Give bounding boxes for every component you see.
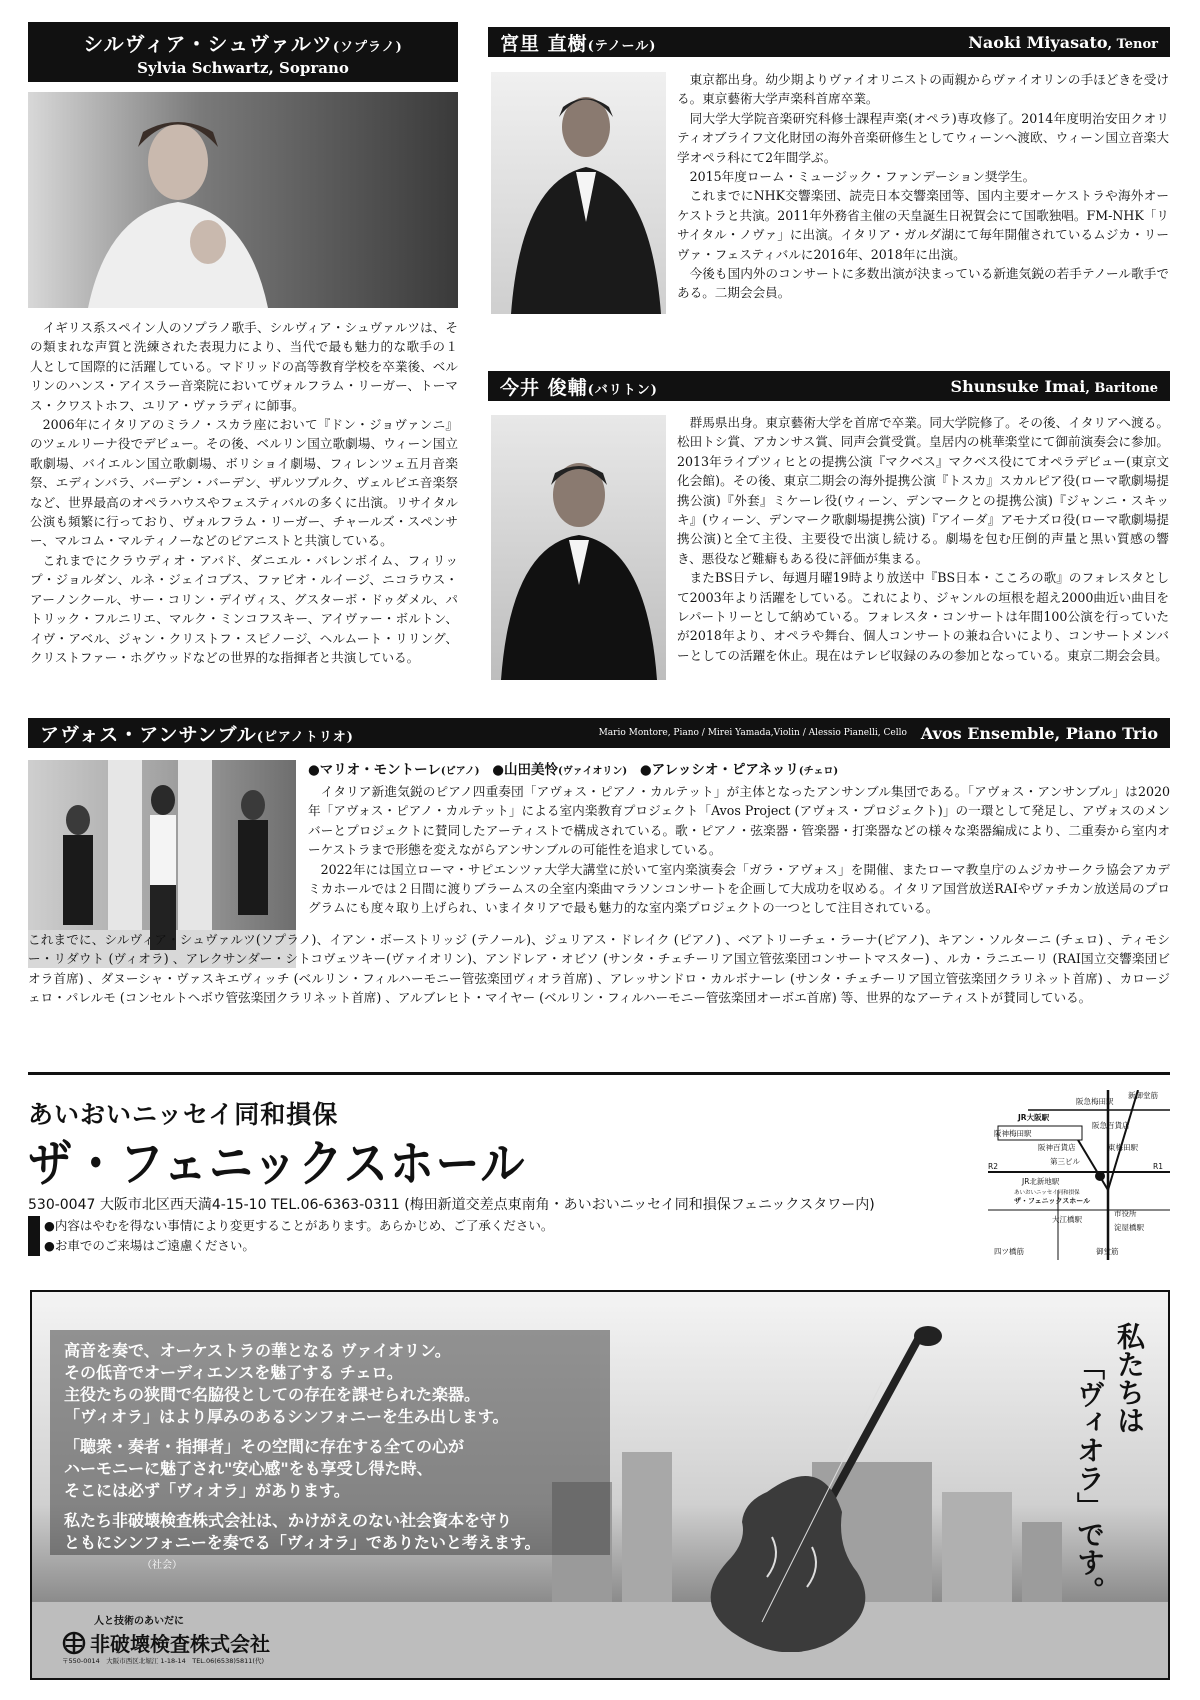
ad-copy-line: 主役たちの狭間で名脇役としての存在を課せられた楽器。: [64, 1385, 481, 1404]
ad-ruby: （社会）: [142, 1560, 182, 1571]
tenor-bio-paragraph: これまでにNHK交響楽団、読売日本交響楽団等、国内主要オーケストラや海外オーケストラと共演。2011年外務省主催の天皇誕生日祝賀会にて国歌独唱。FM-NHK「リサイタル・ノヴァ」に出演。イタリア・ガルダ湖にて毎年開催されているムジカ・リーヴァ・フェスティバルに2016年、2018年に出演。: [677, 188, 1169, 262]
ensemble-bio-paragraph: これまでに、シルヴィア・シュヴァルツ(ソプラノ)、イアン・ボーストリッジ (テノール)、ジュリアス・ドレイク (ピアノ) 、ベアトリーチェ・ラーナ(ピアノ)、キアン・ソルターニ (チェロ) 、ティモシー・リダウト (ヴィオラ) 、アレクサンダー・シトコヴェツキー(ヴァイオリン)、アンドレア・オビソ (サンタ・チェチーリア国立管弦楽団コンサートマスター) 、ルカ・ラニエーリ (RAI国立交響楽団ビオラ首席) 、ダヌーシャ・ヴァスキエヴィッチ (ベルリン・フィルハーモニー管弦楽団ヴィオラ首席) 、アレッサンドロ・カルボナーレ (サンタ・チェチーリア国立管弦楽団クラリネット首席) 、カロージェロ・パレルモ (コンセルトヘボウ管弦楽団クラリネット首席) 、アルブレヒト・マイヤー (ベルリン・フィルハーモニー管弦楽団オーボエ首席) 等、世界的なアーティストが賛同している。: [28, 932, 1170, 1006]
venue-notes: [28, 1216, 553, 1256]
baritone-header: [488, 371, 1170, 401]
ensemble-members-en: Mario Montore, Piano / Mirei Yamada,Violin / Alessio Pianelli, Cello: [598, 728, 907, 738]
ensemble-bio-paragraph: イタリア新進気鋭のピアノ四重奏団「アヴォス・ピアノ・カルテット」が主体となったアンサンブル集団である。「アヴォス・アンサンブル」は2020年「アヴォス・ピアノ・カルテット」による室内楽教育プロジェクト「Avos Project (アヴォス・プロジェクト)」の一環として発足し、アヴォスのメンバーとプロジェクトに賛同したアーティストで構成されている。歌・ピアノ・弦楽器・管楽器・打楽器などの様々な楽器編成により、二重奏から室内オーケストラまで形態を変えながらアンサンブルの可能性を追求している。: [308, 784, 1170, 858]
ad-copy-line: ハーモニーに魅了され"安心感"をも享受し得た時、: [64, 1459, 433, 1478]
soprano-bio: [30, 318, 458, 667]
ensemble-header: [28, 718, 1170, 748]
ensemble-bio-paragraph: 2022年には国立ローマ・サピエンツァ大学大講堂に於いて室内楽演奏会「ガラ・アヴォス」を開催、またローマ教皇庁のムジカサークラ協会アカデミカホールでは２日間に渡りブラームスの全室内楽曲マラソンコンサートを企画して大成功を収める。イタリア国営放送RAIやヴァチカン放送局のプログラムにも度々取り上げられ、いまイタリアで最も魅力的な室内楽プロジェクトの一つとして注目されている。: [308, 861, 1170, 916]
map-label: 新御堂筋: [1128, 1091, 1158, 1100]
venue-address: 530-0047 大阪市北区西天満4-15-10 TEL.06-6363-0311 (梅田新道交差点東南角・あいおいニッセイ同和損保フェニックスタワー内): [28, 1197, 875, 1213]
map-label: 東梅田駅: [1108, 1143, 1138, 1152]
tenor-role-en: , Tenor: [1107, 36, 1158, 52]
soprano-photo: [28, 92, 458, 308]
soprano-header: [28, 22, 458, 82]
venue-note: ●内容はやむを得ない事情により変更することがあります。あらかじめ、ご了承ください。: [44, 1218, 554, 1233]
ad-company-name: 非破壊検査株式会社: [90, 1632, 270, 1656]
map-label: 御堂筋: [1096, 1247, 1119, 1256]
tenor-bio: [677, 70, 1169, 303]
soprano-bio-paragraph: イギリス系スペイン人のソプラノ歌手、シルヴィア・シュヴァルツは、その類まれな声質と洗練された表現力により、当代で最も魅力的な歌手の１人として国際的に活躍している。マドリッドの高等教育学校を卒業後、ベルリンのハンス・アイスラー音楽院においてヴォルフラム・リーガー、トーマス・クワストホフ、ユリア・ヴァラディに師事。: [30, 320, 458, 413]
tenor-bio-paragraph: 同大学大学院音楽研究科修士課程声楽(オペラ)専攻修了。2014年度明治安田クオリティオブライフ文化財団の海外音楽研修生としてウィーンへ渡欧、ウィーン国立音楽大学オペラ科にて2年間学ぶ。: [677, 110, 1169, 165]
ad-copy-line: 私たち非破壊検査株式会社は、かけがえのない社会資本を守り: [64, 1511, 513, 1530]
baritone-photo: [491, 415, 666, 680]
soprano-bio-paragraph: 2006年にイタリアのミラノ・スカラ座において『ドン・ジョヴァンニ』のツェルリーナ役でデビュー。その後、ベルリン国立歌劇場、ウィーン国立歌劇場、バイエルン国立歌劇場、ボリショイ劇場、フィレンツェ五月音楽祭、エディンバラ、バーデン・バーデン、ザルツブルク、ヴェルビエ音楽祭など、世界最高のオペラハウスやフェスティバルの多くに出演。リサイタル公演も頻繁に行っており、ヴォルフラム・リーガー、チャールズ・スペンサー、マルコム・マルティノーなどのピアニストと共演している。: [30, 417, 458, 549]
ensemble-member: ●山田美怜(ヴァイオリン): [492, 762, 628, 778]
map-label: 淀屋橋駅: [1114, 1223, 1144, 1232]
map-label: 阪神梅田駅: [994, 1129, 1032, 1138]
baritone-bio-paragraph: またBS日テレ、毎週月曜19時より放送中『BS日本・こころの歌』のフォレスタとして2003年より活躍をしている。これにより、ジャンルの垣根を超え2000曲近い曲目をレパートリーとして納めている。フォレスタ・コンサートは年間100公演を行っていたが2018年より、オペラや舞台、個人コンサートの兼ね合いにより、コンサートメンバーとしての活躍を休止。現在はテレビ収録のみの参加となっている。東京二期会会員。: [677, 570, 1169, 663]
soprano-name-en: Sylvia Schwartz, Soprano: [137, 58, 349, 77]
map-label: 阪急百貨店: [1092, 1121, 1130, 1130]
company-logo-icon: [62, 1631, 86, 1655]
ensemble-member-list: [308, 760, 1168, 782]
tenor-bio-paragraph: 今後も国内外のコンサートに多数出演が決まっている新進気鋭の若手テノール歌手である。二期会会員。: [677, 266, 1169, 301]
ad-company-logo-row: [62, 1628, 270, 1657]
tenor-portrait-figure: [491, 72, 666, 314]
ensemble-member: ●マリオ・モントーレ(ピアノ): [308, 762, 480, 778]
venue-subtitle: あいおいニッセイ同和損保: [28, 1100, 339, 1129]
ensemble-name-jp: アヴォス・アンサンブル: [40, 723, 257, 746]
ad-copy-line: 「ヴィオラ」はより厚みのあるシンフォニーを生み出します。: [64, 1407, 509, 1426]
baritone-role-en: , Baritone: [1085, 380, 1158, 396]
baritone-role-jp: (バリトン): [587, 382, 658, 398]
map-label: R2: [988, 1162, 998, 1171]
venue-note: ●お車でのご来場はご遠慮ください。: [44, 1238, 255, 1253]
ad-company-address: 〒550-0014 大阪市西区北堀江 1-18-14 TEL.06(6538)5811(代): [62, 1657, 264, 1665]
tenor-bio-paragraph: 2015年度ローム・ミュージック・ファンデーション奨学生。: [689, 169, 1036, 185]
ad-copy-line: ともにシンフォニーを奏でる「ヴィオラ」でありたいと考えます。: [64, 1533, 541, 1552]
baritone-portrait-figure: [491, 415, 666, 680]
map-label: 市役所: [1114, 1209, 1137, 1218]
tenor-photo: [491, 72, 666, 314]
ad-company-tagline: 人と技術のあいだに: [94, 1616, 184, 1627]
ad-copy-panel: [50, 1330, 610, 1555]
soprano-portrait-figure: [28, 92, 458, 308]
map-label: JR大阪駅: [1018, 1113, 1050, 1122]
map-label: 阪神百貨店: [1038, 1143, 1076, 1152]
ensemble-bio: [308, 782, 1170, 918]
map-label: あいおいニッセイ同和損保: [1014, 1190, 1080, 1196]
tenor-name-jp: 宮里 直樹: [500, 32, 588, 55]
ad-copy-line: そこには必ず「ヴィオラ」があります。: [64, 1481, 350, 1500]
ad-slogan-line: 「ヴィオラ」です。: [1073, 1352, 1106, 1604]
baritone-name-jp: 今井 俊輔: [500, 376, 588, 399]
ensemble-bio-wrap: [28, 930, 1170, 1008]
tenor-header: [488, 27, 1170, 57]
ensemble-role-jp: (ピアノトリオ): [256, 729, 354, 745]
ad-copy-line: 高音を奏で、オーケストラの華となる ヴァイオリン。: [64, 1341, 451, 1360]
baritone-name-en: Shunsuke Imai: [950, 376, 1086, 396]
ad-copy-line: 「聴衆・奏者・指揮者」その空間に存在する全ての心が: [64, 1437, 465, 1456]
map-label: 大江橋駅: [1052, 1215, 1082, 1224]
ensemble-member: ●アレッシオ・ピアネッリ(チェロ): [639, 762, 839, 778]
baritone-bio-paragraph: 群馬県出身。東京藝術大学を首席で卒業。同大学院修了。その後、イタリアへ渡る。松田トシ賞、アカンサス賞、同声会賞受賞。皇居内の桃華楽堂にて御前演奏会に参加。2013年ライプツィヒとの提携公演『マクベス』マクベス役にてオペラデビュー(東京文化会館)。その後、東京二期会の海外提携公演『トスカ』スカルピア役(ローマ歌劇場提携公演)『外套』ミケーレ役(ウィーン、デンマークとの提携公演)『ジャンニ・スキッキ』(ウィーン、デンマーク歌劇場提携公演)『アイーダ』アモナズロ役(ローマ歌劇場提携公演)と全て主役、主要役で出演し続ける。劇場を包む圧倒的声量と黒い質感の響き、悪役など難癖もある役に評価が集まる。: [677, 415, 1169, 566]
viola-icon: [672, 1322, 972, 1652]
map-label: ザ・フェニックスホール: [1014, 1197, 1091, 1205]
map-label: R1: [1153, 1162, 1163, 1171]
venue-access-map: [988, 1090, 1170, 1260]
soprano-role-jp: (ソプラノ): [332, 39, 403, 55]
map-roads: [988, 1090, 1170, 1260]
venue-title: ザ・フェニックスホール: [28, 1135, 527, 1193]
venue-divider: [28, 1072, 1170, 1075]
ad-copy-line: その低音でオーディエンスを魅了する チェロ。: [64, 1363, 403, 1382]
baritone-bio: [677, 413, 1169, 665]
sponsor-ad: [30, 1290, 1170, 1680]
tenor-bio-paragraph: 東京都出身。幼少期よりヴァイオリニストの両親からヴァイオリンの手ほどきを受ける。東京藝術大学声楽科首席卒業。: [677, 72, 1169, 107]
map-label: 四ツ橋筋: [994, 1247, 1024, 1256]
map-label: 阪急梅田駅: [1076, 1097, 1114, 1106]
soprano-bio-paragraph: これまでにクラウディオ・アバド、ダニエル・バレンボイム、フィリップ・ジョルダン、ルネ・ジェイコブス、ファビオ・ルイージ、ニコラウス・アーノンクール、サー・コリン・デイヴィス、グスターボ・ドゥダメル、パトリック・フルニリエ、マルク・ミンコフスキー、アイヴァー・ボルトン、イヴ・アベル、ジャン・クリストフ・スピノージ、ヘルムート・リリング、クリストファー・ホグウッドなどの世界的な指揮者と共演している。: [30, 552, 458, 665]
tenor-role-jp: (テノール): [587, 38, 657, 54]
map-label: 第三ビル: [1050, 1157, 1080, 1166]
ad-slogan: [1072, 1322, 1146, 1604]
map-label: JR北新地駅: [1022, 1177, 1060, 1186]
tenor-name-en: Naoki Miyasato: [968, 32, 1108, 52]
ensemble-name-en: Avos Ensemble, Piano Trio: [920, 723, 1158, 743]
soprano-name-jp: シルヴィア・シュヴァルツ: [83, 31, 333, 56]
ad-slogan-line: 私たちは: [1113, 1322, 1146, 1434]
